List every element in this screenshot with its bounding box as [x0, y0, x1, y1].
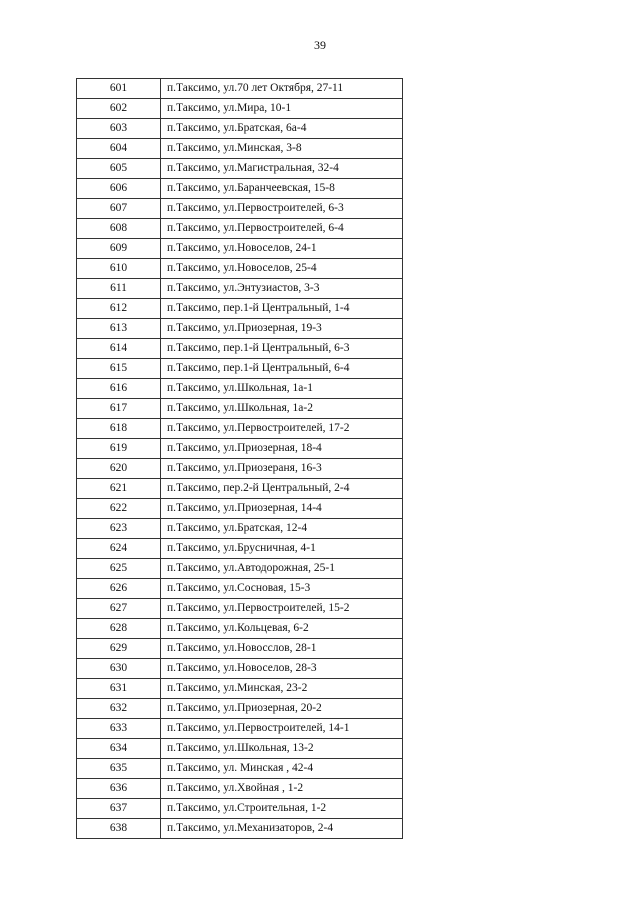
row-number: 614 [77, 339, 161, 359]
row-address: п.Таксимо, ул.Новосслов, 28-1 [161, 639, 403, 659]
table-row [77, 519, 403, 539]
row-number: 616 [77, 379, 161, 399]
table-row [77, 459, 403, 479]
row-number: 626 [77, 579, 161, 599]
row-address: п.Таксимо, ул.Механизаторов, 2-4 [161, 819, 403, 839]
row-number: 621 [77, 479, 161, 499]
row-address: п.Таксимо, ул.Первостроителей, 6-3 [161, 199, 403, 219]
table-row [77, 179, 403, 199]
row-address: п.Таксимо, ул.Приозераня, 16-3 [161, 459, 403, 479]
row-number: 635 [77, 759, 161, 779]
row-number: 601 [77, 79, 161, 99]
row-number: 619 [77, 439, 161, 459]
row-number: 605 [77, 159, 161, 179]
row-address: п.Таксимо, ул.Первостроителей, 17-2 [161, 419, 403, 439]
row-address: п.Таксимо, ул.70 лет Октября, 27-11 [161, 79, 403, 99]
row-number: 613 [77, 319, 161, 339]
row-number: 623 [77, 519, 161, 539]
table-row [77, 539, 403, 559]
table-row [77, 759, 403, 779]
row-address: п.Таксимо, ул.Брусничная, 4-1 [161, 539, 403, 559]
table-row [77, 239, 403, 259]
row-address: п.Таксимо, пер.1-й Центральный, 6-4 [161, 359, 403, 379]
row-number: 636 [77, 779, 161, 799]
row-number: 603 [77, 119, 161, 139]
row-number: 620 [77, 459, 161, 479]
row-address: п.Таксимо, ул.Баранчеевская, 15-8 [161, 179, 403, 199]
row-number: 634 [77, 739, 161, 759]
table-row [77, 699, 403, 719]
table-row [77, 299, 403, 319]
table-row [77, 259, 403, 279]
row-number: 627 [77, 599, 161, 619]
row-number: 633 [77, 719, 161, 739]
table-row [77, 279, 403, 299]
row-number: 624 [77, 539, 161, 559]
row-address: п.Таксимо, ул.Приозерная, 18-4 [161, 439, 403, 459]
table-row [77, 619, 403, 639]
table-row [77, 559, 403, 579]
row-number: 611 [77, 279, 161, 299]
row-address: п.Таксимо, ул.Новоселов, 25-4 [161, 259, 403, 279]
row-address: п.Таксимо, ул.Минская, 3-8 [161, 139, 403, 159]
table-row [77, 79, 403, 99]
row-address: п.Таксимо, ул.Приозерная, 14-4 [161, 499, 403, 519]
row-address: п.Таксимо, ул.Первостроителей, 14-1 [161, 719, 403, 739]
row-address: п.Таксимо, пер.1-й Центральный, 6-3 [161, 339, 403, 359]
row-address: п.Таксимо, ул.Братская, 12-4 [161, 519, 403, 539]
row-address: п.Таксимо, ул.Минская, 23-2 [161, 679, 403, 699]
row-address: п.Таксимо, ул.Хвойная , 1-2 [161, 779, 403, 799]
address-table [76, 78, 403, 839]
table-row [77, 139, 403, 159]
row-number: 612 [77, 299, 161, 319]
row-number: 637 [77, 799, 161, 819]
row-address: п.Таксимо, ул.Магистральная, 32-4 [161, 159, 403, 179]
table-row [77, 379, 403, 399]
row-address: п.Таксимо, ул.Первостроителей, 15-2 [161, 599, 403, 619]
row-address: п.Таксимо, ул.Энтузиастов, 3-3 [161, 279, 403, 299]
table-row [77, 579, 403, 599]
row-address: п.Таксимо, ул.Новоселов, 28-3 [161, 659, 403, 679]
row-number: 622 [77, 499, 161, 519]
table-row [77, 359, 403, 379]
table-row [77, 419, 403, 439]
table-row [77, 719, 403, 739]
row-address: п.Таксимо, ул.Первостроителей, 6-4 [161, 219, 403, 239]
row-number: 609 [77, 239, 161, 259]
table-row [77, 679, 403, 699]
row-address: п.Таксимо, ул.Приозерная, 20-2 [161, 699, 403, 719]
table-row [77, 319, 403, 339]
row-address: п.Таксимо, ул.Автодорожная, 25-1 [161, 559, 403, 579]
row-address: п.Таксимо, пер.2-й Центральный, 2-4 [161, 479, 403, 499]
table-row [77, 219, 403, 239]
row-address: п.Таксимо, пер.1-й Центральный, 1-4 [161, 299, 403, 319]
row-address: п.Таксимо, ул.Кольцевая, 6-2 [161, 619, 403, 639]
row-number: 602 [77, 99, 161, 119]
row-address: п.Таксимо, ул. Минская , 42-4 [161, 759, 403, 779]
table-row [77, 639, 403, 659]
row-number: 606 [77, 179, 161, 199]
row-number: 615 [77, 359, 161, 379]
table-row [77, 779, 403, 799]
row-number: 632 [77, 699, 161, 719]
row-number: 608 [77, 219, 161, 239]
table-row [77, 499, 403, 519]
table-row [77, 819, 403, 839]
row-address: п.Таксимо, ул.Школьная, 1а-1 [161, 379, 403, 399]
table-row [77, 99, 403, 119]
table-row [77, 439, 403, 459]
row-address: п.Таксимо, ул.Новоселов, 24-1 [161, 239, 403, 259]
row-number: 607 [77, 199, 161, 219]
row-number: 617 [77, 399, 161, 419]
table-row [77, 799, 403, 819]
table-row [77, 659, 403, 679]
row-address: п.Таксимо, ул.Приозерная, 19-3 [161, 319, 403, 339]
table-row [77, 119, 403, 139]
row-number: 625 [77, 559, 161, 579]
row-number: 618 [77, 419, 161, 439]
table-row [77, 199, 403, 219]
row-address: п.Таксимо, ул.Школьная, 1а-2 [161, 399, 403, 419]
row-number: 604 [77, 139, 161, 159]
table-row [77, 479, 403, 499]
row-number: 628 [77, 619, 161, 639]
table-row [77, 339, 403, 359]
address-table-body [77, 79, 403, 839]
row-address: п.Таксимо, ул.Сосновая, 15-3 [161, 579, 403, 599]
table-row [77, 599, 403, 619]
row-number: 631 [77, 679, 161, 699]
row-number: 638 [77, 819, 161, 839]
page-number: 39 [314, 38, 326, 52]
row-address: п.Таксимо, ул.Строительная, 1-2 [161, 799, 403, 819]
table-row [77, 739, 403, 759]
row-address: п.Таксимо, ул.Школьная, 13-2 [161, 739, 403, 759]
row-address: п.Таксимо, ул.Братская, 6а-4 [161, 119, 403, 139]
row-address: п.Таксимо, ул.Мира, 10-1 [161, 99, 403, 119]
row-number: 629 [77, 639, 161, 659]
row-number: 610 [77, 259, 161, 279]
row-number: 630 [77, 659, 161, 679]
table-row [77, 399, 403, 419]
table-row [77, 159, 403, 179]
